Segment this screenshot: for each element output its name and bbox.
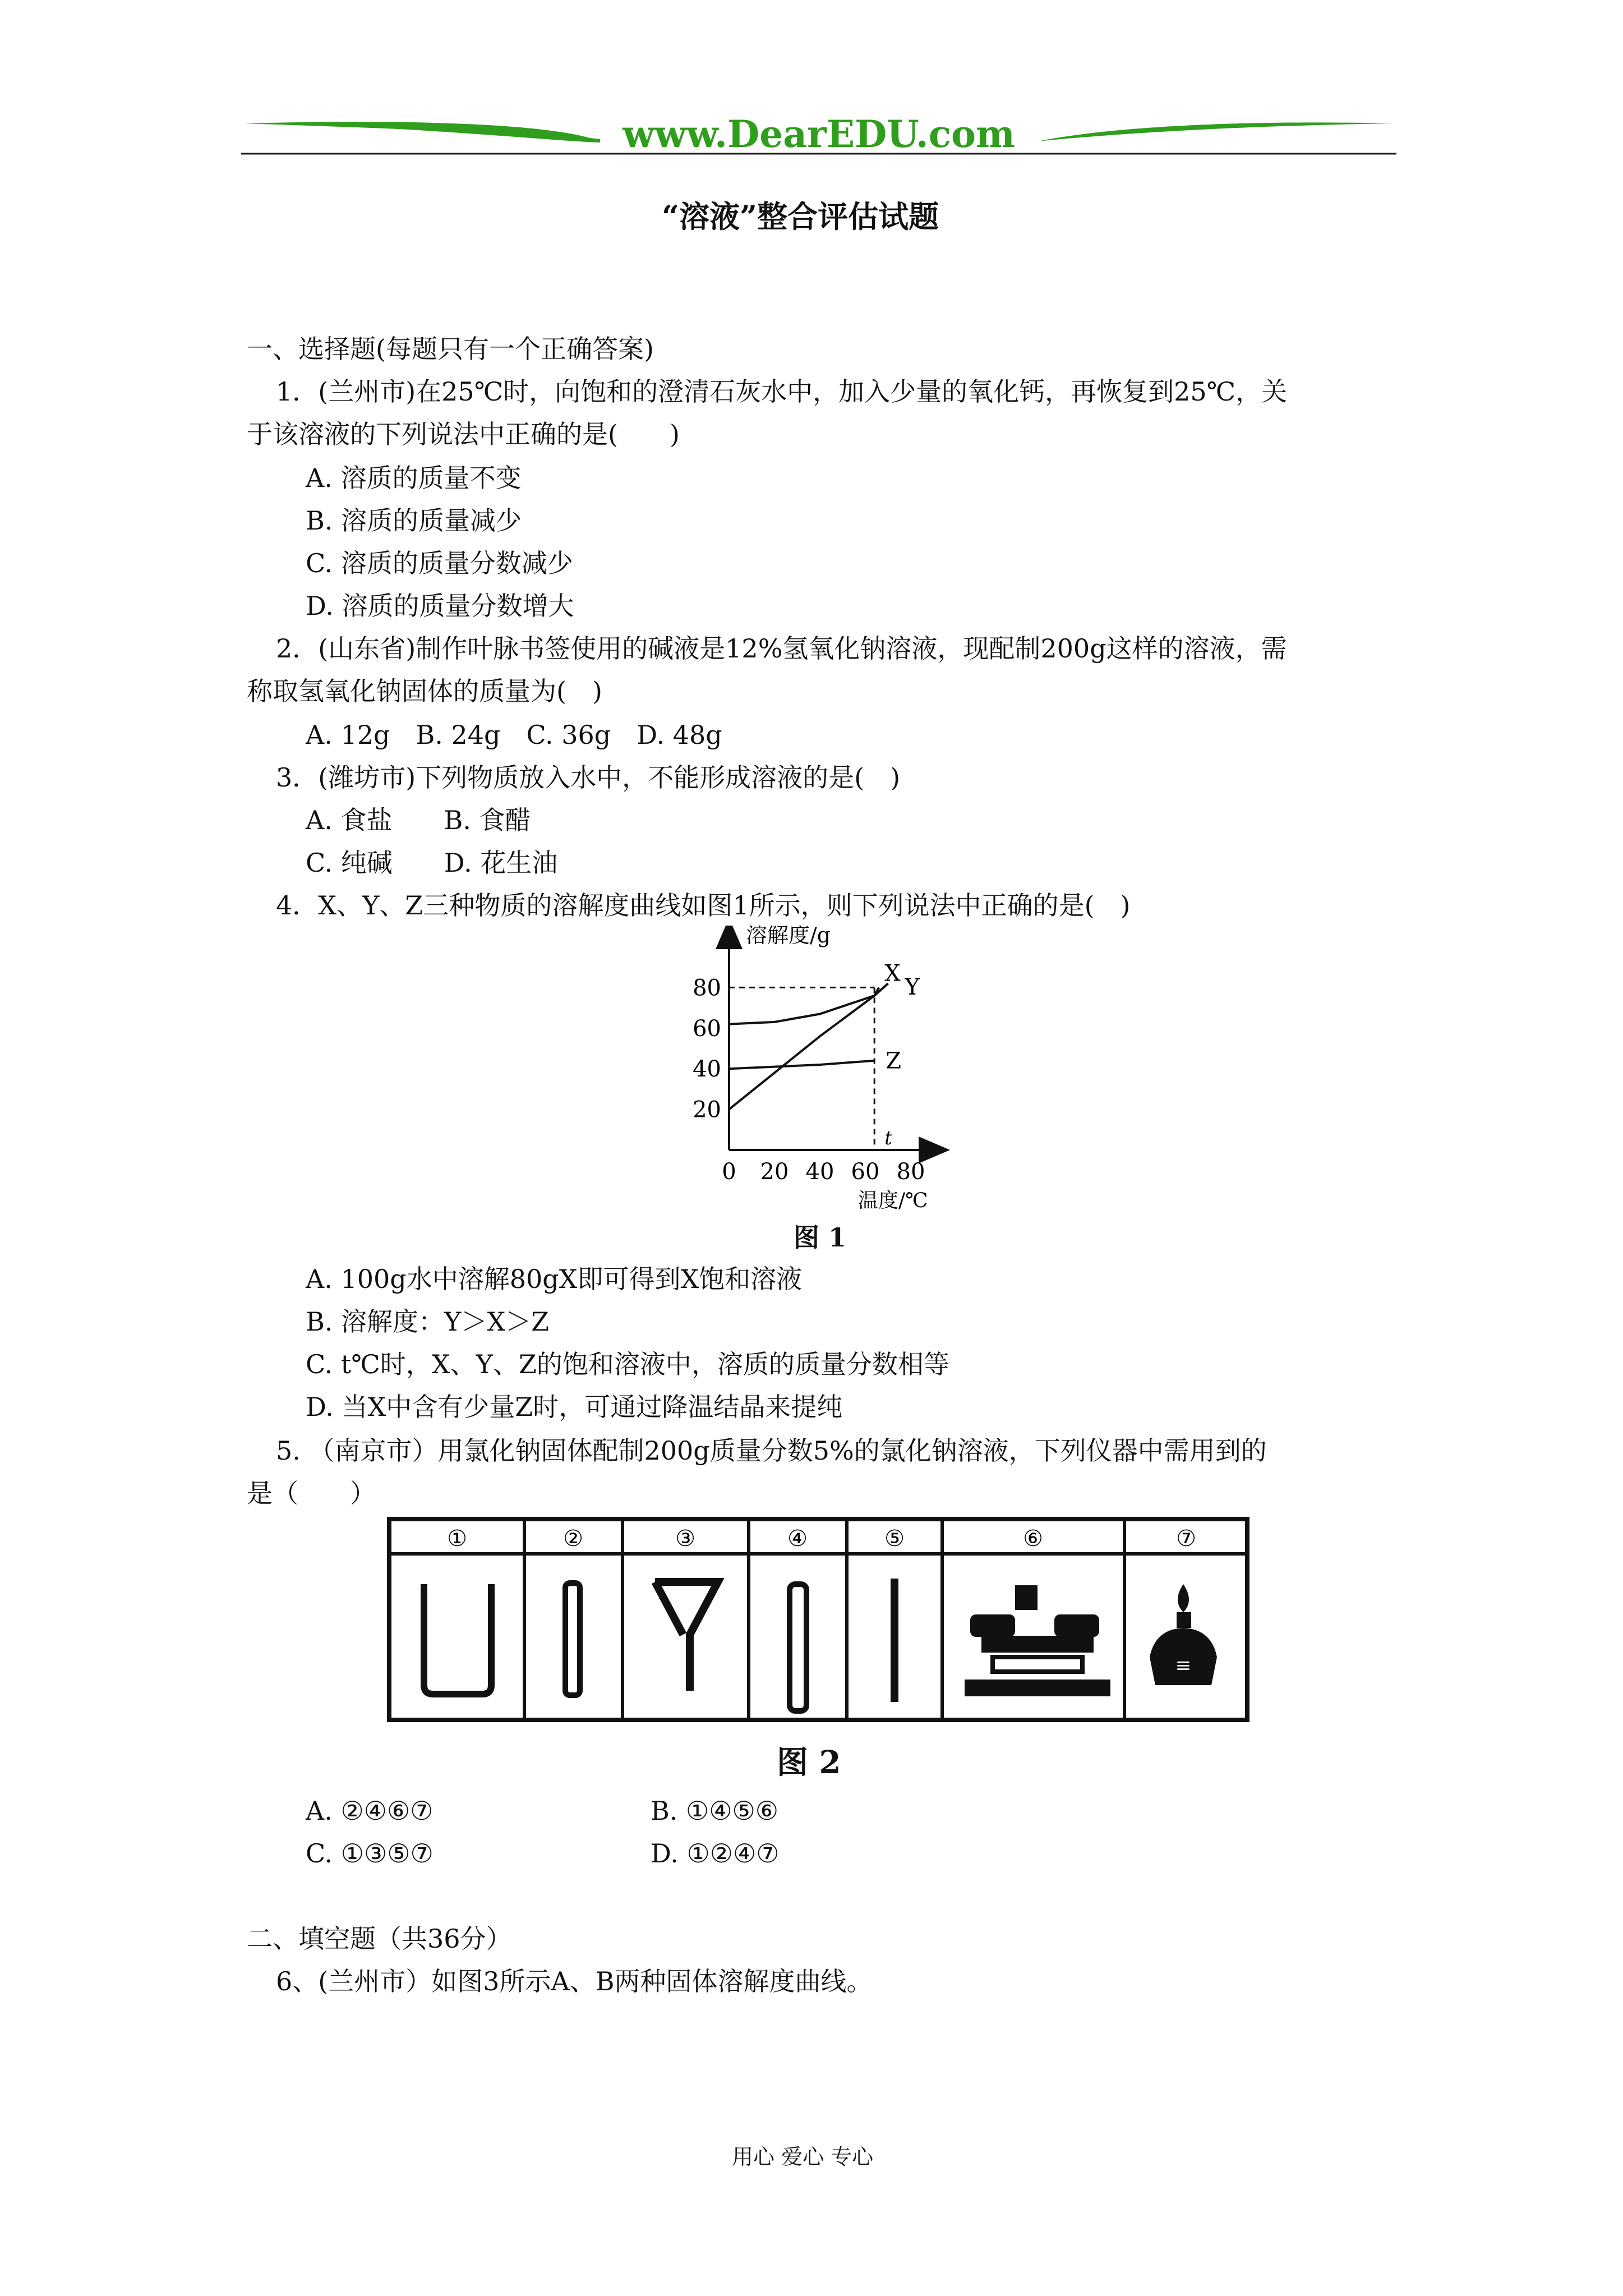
- y-tick-label: 40: [693, 1056, 721, 1083]
- curve-z: [729, 1061, 874, 1069]
- chart-labels: [693, 926, 928, 1212]
- brand-text: www.DearEDU.com: [623, 112, 1015, 156]
- apparatus-label-6: ⑥: [1023, 1526, 1043, 1552]
- apparatus-label-4: ④: [787, 1526, 808, 1552]
- q1-option-b: B. 溶质的质量减少: [306, 505, 522, 536]
- q5-stem-line1: 5. （南京市）用氯化钠固体配制200g质量分数5%的氯化钠溶液，下列仪器中需用到的: [276, 1435, 1267, 1466]
- q2-options: A. 12g B. 24g C. 36g D. 48g: [306, 720, 722, 750]
- q3-options-line2: C. 纯碱 D. 花生油: [306, 848, 558, 878]
- spirit-lamp-icon: [1150, 1584, 1217, 1685]
- right-swoosh: [1038, 122, 1394, 141]
- x-tick-label: 80: [896, 1159, 925, 1185]
- series-label-y: Y: [905, 974, 920, 1001]
- q3-stem: 3．(潍坊市)下列物质放入水中，不能形成溶液的是( ): [276, 762, 901, 793]
- figure2-caption: 图 2: [777, 1744, 841, 1781]
- page-footer: 用心 爱心 专心: [732, 2145, 874, 2169]
- apparatus-label-2: ②: [563, 1526, 583, 1552]
- apparatus-label-7: ⑦: [1176, 1526, 1196, 1552]
- apparatus-label-1: ①: [447, 1526, 467, 1552]
- q5-option-a: A. ②④⑥⑦: [306, 1796, 434, 1826]
- figure1-chart: [673, 926, 965, 1228]
- solubility-chart: [673, 926, 965, 1228]
- x-tick-label: 60: [851, 1159, 880, 1185]
- q1-option-a: A. 溶质的质量不变: [306, 463, 522, 493]
- q4-stem: 4．X、Y、Z三种物质的溶解度曲线如图1所示，则下列说法中正确的是( ): [276, 890, 1131, 921]
- x-axis-label: 温度/℃: [858, 1189, 928, 1212]
- q6-stem: 6、(兰州市）如图3所示A、B两种固体溶解度曲线。: [276, 1966, 873, 1996]
- q5-option-d: D. ①②④⑦: [651, 1838, 780, 1869]
- q4-option-c: C. t℃时，X、Y、Z的饱和溶液中，溶质的质量分数相等: [306, 1349, 949, 1379]
- apparatus-label-3: ③: [675, 1526, 695, 1552]
- q2-stem-line1: 2．(山东省)制作叶脉书签使用的碱液是12%氢氧化钠溶液，现配制200g这样的溶液，需: [276, 633, 1287, 664]
- q1-stem-line2: 于该溶液的下列说法中正确的是( ): [247, 419, 680, 449]
- header-swoosh-logo: [241, 107, 1396, 174]
- x-tick-label: 0: [722, 1159, 736, 1185]
- q4-option-a: A. 100g水中溶解80gX即可得到X饱和溶液: [306, 1264, 803, 1294]
- t-marker-label: t: [884, 1127, 892, 1149]
- series-label-x: X: [884, 960, 901, 987]
- chart-series: [729, 983, 888, 1109]
- measuring-cylinder-icon: [565, 1583, 580, 1695]
- y-axis-label: 溶解度/g: [746, 926, 831, 947]
- y-tick-label: 20: [693, 1097, 721, 1123]
- q1-stem-line1: 1．(兰州市)在25℃时，向饱和的澄清石灰水中，加入少量的氧化钙，再恢复到25℃，关: [276, 376, 1288, 407]
- test-tube-icon: [790, 1584, 806, 1711]
- q1-option-d: D. 溶质的质量分数增大: [306, 591, 574, 621]
- svg-text:≡: ≡: [1175, 1654, 1192, 1677]
- section1-heading: 一、选择题(每题只有一个正确答案): [247, 334, 654, 364]
- y-tick-label: 80: [693, 975, 721, 1001]
- q2-stem-line2: 称取氢氧化钠固体的质量为( ): [247, 676, 602, 706]
- y-tick-label: 60: [693, 1015, 721, 1042]
- curve-x: [729, 987, 879, 1109]
- q4-option-d: D. 当X中含有少量Z时，可通过降温结晶来提纯: [306, 1392, 843, 1422]
- x-tick-label: 20: [760, 1159, 789, 1185]
- apparatus-table: [387, 1517, 1251, 1724]
- q5-option-b: B. ①④⑤⑥: [651, 1796, 779, 1826]
- q3-options-line1: A. 食盐 B. 食醋: [306, 805, 531, 835]
- site-header: [241, 107, 1396, 174]
- q1-option-c: C. 溶质的质量分数减少: [306, 548, 573, 578]
- figure1-caption: 图 1: [794, 1222, 847, 1253]
- section2-heading: 二、填空题（共36分）: [247, 1924, 512, 1954]
- x-tick-label: 40: [805, 1159, 834, 1185]
- beaker-icon: [424, 1584, 491, 1694]
- q5-stem-line2: 是（ ）: [247, 1478, 376, 1508]
- page-title: “溶液”整合评估试题: [662, 199, 939, 234]
- apparatus-label-5: ⑤: [884, 1526, 905, 1552]
- chart-axes: [729, 931, 937, 1150]
- q4-option-b: B. 溶解度：Y＞X＞Z: [306, 1306, 550, 1337]
- series-label-z: Z: [886, 1048, 901, 1074]
- figure2-apparatus: [387, 1517, 1251, 1724]
- q5-option-c: C. ①③⑤⑦: [306, 1838, 434, 1869]
- balance-icon: [965, 1585, 1110, 1696]
